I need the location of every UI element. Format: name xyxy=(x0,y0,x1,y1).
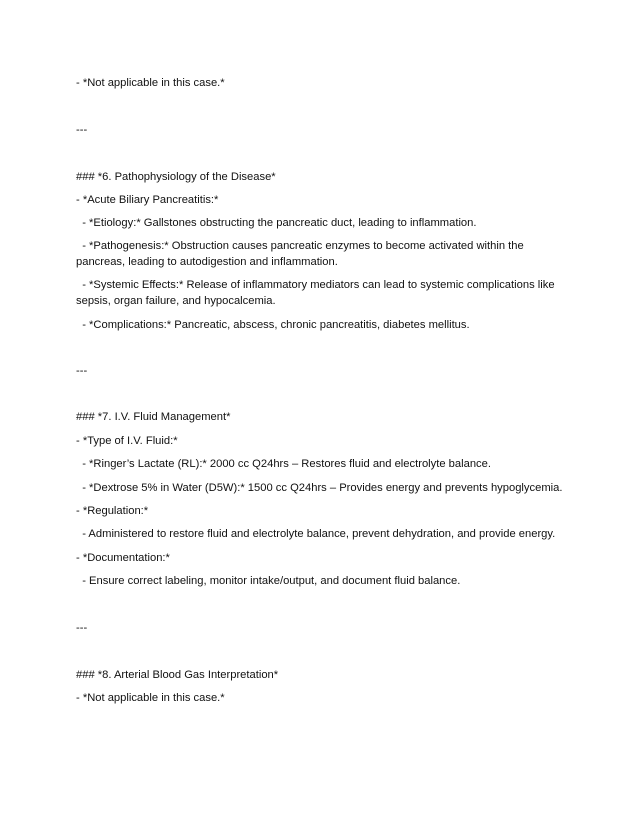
separator-3: --- xyxy=(76,622,88,634)
separator-2: --- xyxy=(76,365,88,377)
text-line-acute-biliary-pancreatitis: - *Acute Biliary Pancreatitis:* xyxy=(76,194,219,206)
text-line-regulation: - *Regulation:* xyxy=(76,505,149,517)
text-line-not-applicable-2: - *Not applicable in this case.* xyxy=(76,692,225,704)
text-line-type-of-iv-fluid: - *Type of I.V. Fluid:* xyxy=(76,435,178,447)
text-line-complications: - *Complications:* Pancreatic, abscess, chronic pancreatitis, diabetes mellitus. xyxy=(76,319,470,331)
heading-abg-interpretation: ### *8. Arterial Blood Gas Interpretation* xyxy=(76,669,279,681)
text-line-ringers-lactate: - *Ringer’s Lactate (RL):* 2000 cc Q24hrs – Restores fluid and electrolyte balance. xyxy=(76,458,491,470)
heading-iv-fluid-management: ### *7. I.V. Fluid Management* xyxy=(76,411,231,423)
separator-1: --- xyxy=(76,124,88,136)
text-line-pathogenesis: - *Pathogenesis:* Obstruction causes pancreatic enzymes to become activated within the pancreas, leading to autodigestion and inflammation. xyxy=(76,240,527,268)
text-line-dextrose: - *Dextrose 5% in Water (D5W):* 1500 cc Q24hrs – Provides energy and prevents hypoglycemia. xyxy=(76,482,563,494)
text-line-not-applicable-1: - *Not applicable in this case.* xyxy=(76,77,225,89)
heading-pathophysiology: ### *6. Pathophysiology of the Disease* xyxy=(76,171,276,183)
text-line-etiology: - *Etiology:* Gallstones obstructing the pancreatic duct, leading to inflammation. xyxy=(76,217,477,229)
text-line-documentation-detail: - Ensure correct labeling, monitor intake/output, and document fluid balance. xyxy=(76,575,461,587)
text-line-documentation: - *Documentation:* xyxy=(76,552,170,564)
text-line-systemic-effects: - *Systemic Effects:* Release of inflammatory mediators can lead to systemic complications like sepsis, organ failure, and hypocalcemia. xyxy=(76,279,558,307)
text-line-regulation-detail: - Administered to restore fluid and electrolyte balance, prevent dehydration, and provide energy. xyxy=(76,528,556,540)
